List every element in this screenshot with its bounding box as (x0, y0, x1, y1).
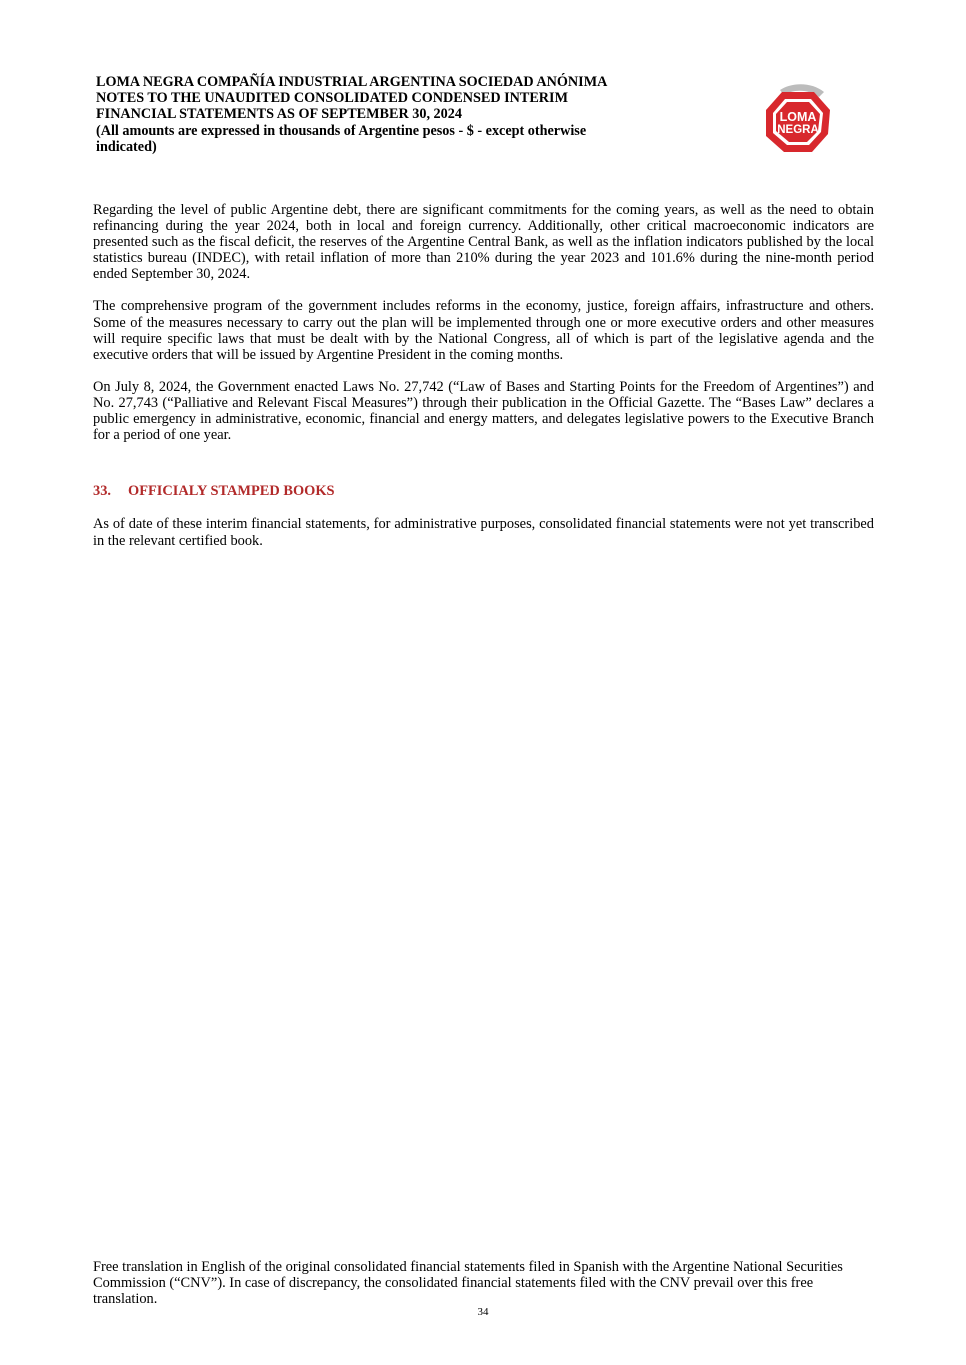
document-header (96, 74, 736, 155)
header-company-name: LOMA NEGRA COMPAÑÍA INDUSTRIAL ARGENTINA SOCIEDAD ANÓNIMA (96, 74, 608, 90)
footer (93, 1259, 874, 1307)
logo-text-bottom: NEGRA (777, 124, 819, 136)
section-heading (93, 483, 335, 500)
footer-translation-note: Free translation in English of the original consolidated financial statements filed in Spanish with the Argentine National Securities Commission (“CNV”). In case of discrepancy, the consolidated financial statements filed with the CNV prevail over this free translation. (93, 1259, 843, 1307)
logo-text-top: LOMA (779, 110, 817, 124)
section-number: 33. (93, 483, 111, 499)
main-content (93, 202, 874, 459)
section-title: OFFICIALY STAMPED BOOKS (128, 483, 335, 499)
loma-negra-logo (758, 80, 838, 158)
page-number: 34 (477, 1306, 489, 1318)
header-statements-date: FINANCIAL STATEMENTS AS OF SEPTEMBER 30, 2024 (96, 106, 462, 123)
loma-negra-logo-icon (758, 80, 838, 158)
paragraph-bases-law: On July 8, 2024, the Government enacted Laws No. 27,742 (“Law of Bases and Starting Points for the Freedom of Argentines”) and No. 27,743 (“Palliative and Relevant Fiscal Measures”) through their publication in the Official Gazette. The “Bases Law” declares a public emergency in administrative, economic, financial and energy matters, and delegates legislative powers to the Executive Branch for a period of one year. (93, 378, 874, 444)
section-body: As of date of these interim financial statements, for administrative purposes, consolidated financial statements were not yet transcribed in the relevant certified book. (93, 516, 874, 549)
header-notes-title: NOTES TO THE UNAUDITED CONSOLIDATED CONDENSED INTERIM (96, 90, 568, 107)
header-currency-note-cont: indicated) (96, 138, 157, 155)
paragraph-government-program: The comprehensive program of the government includes reforms in the economy, justice, foreign affairs, infrastructure and others. Some of the measures necessary to carry out the plan will be implemented through one or more executive orders and other measures will require specific laws that must be dealt with by the National Congress, all of which is part of the legislative agenda and the executive orders that will be issued by Argentine President in the coming months. (93, 298, 874, 363)
paragraph-public-debt: Regarding the level of public Argentine debt, there are significant commitments for the coming years, as well as the need to obtain refinancing during the year 2024, both in local and foreign currency. Additionally, other critical macroeconomic indicators are presented such as the fiscal deficit, the reserves of the Argentine Central Bank, as well as the inflation indicators published by the local statistics bureau (INDEC), with retail inflation of more than 210% during the year 2023 and 101.6% during the nine-month period ended September 30, 2024. (93, 202, 874, 283)
header-currency-note: (All amounts are expressed in thousands of Argentine pesos - $ - except otherwise (96, 122, 587, 139)
